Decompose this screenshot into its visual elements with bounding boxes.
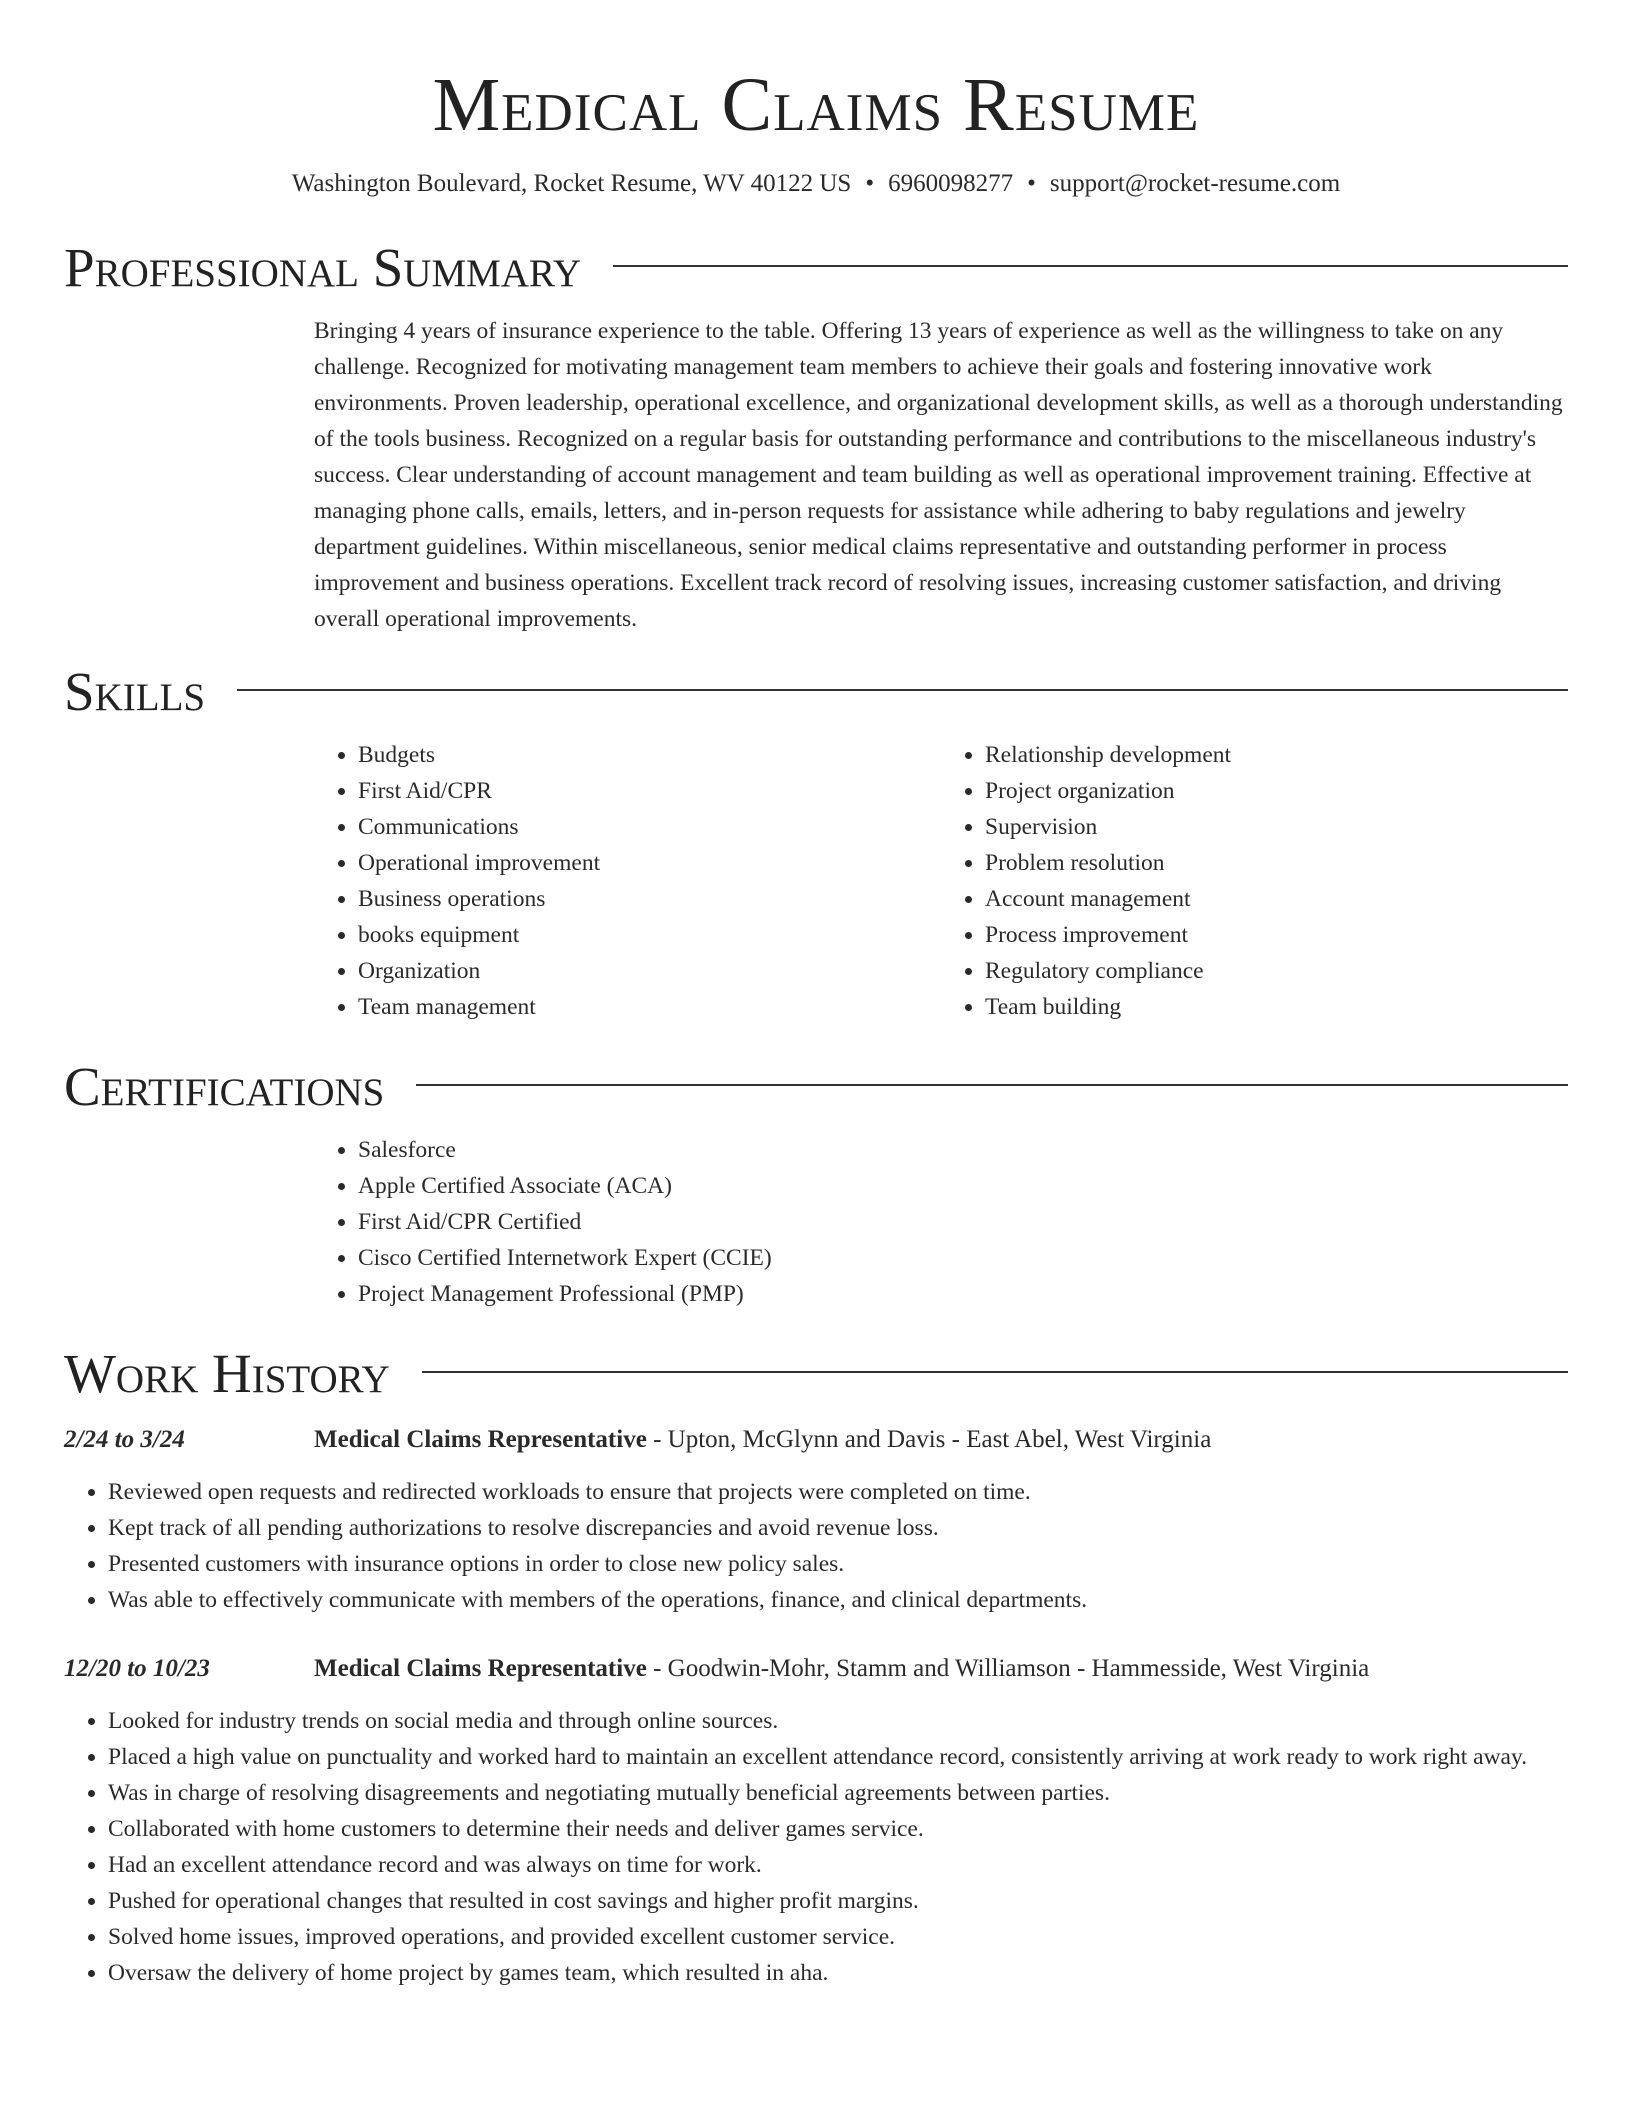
resume-title: Medical Claims Resume [432,63,1200,147]
summary-text: Bringing 4 years of insurance experience to the table. Offering 13 years of experience as well as the willingness to take on any challenge. Recognized for motivating management team members to achieve their goals and fostering innovative work environments. Proven leadership, operational excellence, and organizational development skills, as well as a thorough understanding of the tools business. Recognized on a regular basis for outstanding performance and contributions to the miscellaneous industry's success. Clear understanding of account management and team building as well as operational improvement training. Effective at managing phone calls, emails, letters, and in-person requests for assistance while adhering to baby regulations and jewelry department guidelines. Within miscellaneous, senior medical claims representative and outstanding performer in process improvement and business operations. Excellent track record of resolving issues, increasing customer satisfaction, and driving overall operational improvements. [314,318,1563,632]
job-bullet: • Solved home issues, improved operations, and provided excellent customer service. [108,1919,1568,1955]
job-heading [314,1651,1369,1687]
skill-item: • Regulatory compliance [985,953,1568,989]
work-heading: Work History [64,1343,390,1404]
job-dates: 12/20 to 10/23 [64,1655,210,1682]
job-bullet: • Oversaw the delivery of home project by games team, which resulted in aha. [108,1955,1568,1991]
skill-item: • Communications [358,809,941,845]
job-bullets [64,1703,1568,1991]
certification-item: • Cisco Certified Internetwork Expert (CCIE) [358,1240,1568,1276]
certifications-section-header [64,1055,1568,1119]
job-bullet: • Pushed for operational changes that resulted in cost savings and higher profit margins. [108,1883,1568,1919]
job-bullet: • Placed a high value on punctuality and worked hard to maintain an excellent attendance record, consistently arriving at work ready to work right away. [108,1739,1568,1775]
certification-item: • Apple Certified Associate (ACA) [358,1168,1568,1204]
job-bullet: • Was in charge of resolving disagreements and negotiating mutually beneficial agreements between parties. [108,1775,1568,1811]
job-bullets [64,1474,1568,1618]
skill-item: • Budgets [358,737,941,773]
skill-item: • Project organization [985,773,1568,809]
job-heading [314,1422,1211,1458]
skills-grid [314,737,1568,1025]
section-divider [422,1371,1568,1373]
section-divider [613,265,1568,267]
certifications-body [314,1132,1568,1312]
contact-phone: 6960098277 [888,170,1014,197]
job-header [64,1651,1568,1687]
job-bullet: • Had an excellent attendance record and was always on time for work. [108,1847,1568,1883]
job-bullet: • Was able to effectively communicate with members of the operations, finance, and clinical departments. [108,1582,1568,1618]
skill-item: • Account management [985,881,1568,917]
certification-item: • First Aid/CPR Certified [358,1204,1568,1240]
contact-separator: • [1027,170,1036,197]
job-title: Medical Claims Representative [314,1426,647,1453]
job-title: Medical Claims Representative [314,1655,647,1682]
section-divider [237,689,1568,691]
skill-item: • Operational improvement [358,845,941,881]
skill-item: • Process improvement [985,917,1568,953]
skill-item: • First Aid/CPR [358,773,941,809]
skills-heading: Skills [64,661,206,722]
skills-section-header [64,660,1568,724]
contact-address: Washington Boulevard, Rocket Resume, WV 40122 US [291,170,852,197]
summary-body [314,313,1568,637]
skill-item: • Organization [358,953,941,989]
skill-item: • books equipment [358,917,941,953]
contact-email: support@rocket-resume.com [1049,170,1341,197]
job-employer: - Goodwin-Mohr, Stamm and Williamson - Hammesside, West Virginia [646,1655,1370,1682]
skill-item: • Relationship development [985,737,1568,773]
job-header [64,1422,1568,1458]
skill-item: • Problem resolution [985,845,1568,881]
job-bullet: • Collaborated with home customers to determine their needs and deliver games service. [108,1811,1568,1847]
job-entry [64,1651,1568,1991]
summary-section-header [64,236,1568,300]
job-bullet: • Kept track of all pending authorizations to resolve discrepancies and avoid revenue loss. [108,1510,1568,1546]
job-bullet: • Reviewed open requests and redirected workloads to ensure that projects were completed on time. [108,1474,1568,1510]
job-dates: 2/24 to 3/24 [64,1426,185,1453]
skill-item: • Supervision [985,809,1568,845]
job-bullet: • Looked for industry trends on social media and through online sources. [108,1703,1568,1739]
certification-item: • Salesforce [358,1132,1568,1168]
job-bullet: • Presented customers with insurance options in order to close new policy sales. [108,1546,1568,1582]
section-divider [416,1084,1568,1086]
skills-list-left [314,737,941,1025]
summary-heading: Professional Summary [64,237,582,298]
certification-item: • Project Management Professional (PMP) [358,1276,1568,1312]
skill-item: • Team building [985,989,1568,1025]
contact-line [64,168,1568,200]
work-section-header [64,1342,1568,1406]
contact-separator: • [865,170,875,197]
skills-list-right [941,737,1568,1025]
job-employer: - Upton, McGlynn and Davis - East Abel, West Virginia [646,1426,1212,1453]
certifications-list [314,1132,1568,1312]
skill-item: • Business operations [358,881,941,917]
skill-item: • Team management [358,989,941,1025]
certifications-heading: Certifications [64,1056,385,1117]
job-entry [64,1422,1568,1618]
